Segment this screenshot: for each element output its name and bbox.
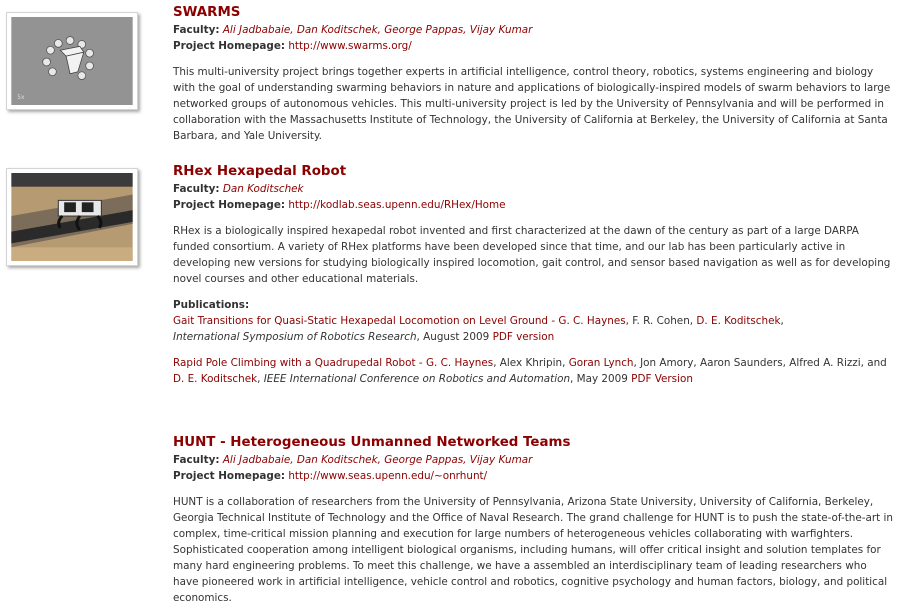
faculty-label: Faculty:: [173, 183, 220, 195]
project-description: HUNT is a collaboration of researchers from the University of Pennsylvania, Arizona State University, University of California, Berkeley, Georgia Technical Institute of Technology and the Office of Naval Research. The grand challenge for HUNT is to push the state-of-the-art in complex, time-critical mission planning and execution for large numbers of heterogeneous vehicles collaborating with warfighters. Sophisticated cooperation among intelligent biological organisms, including humans, will offer critical insight and solution templates for many hard engineering problems. To meet this challenge, we have a assembled an interdisciplinary team of leading researchers who have pioneered work in artificial intelligence, vehicle control and robotics, cognitive psychology and human factors, biology, and political economics.: [173, 496, 894, 604]
author-link[interactable]: G. C. Haynes: [425, 357, 494, 369]
svg-text:5x: 5x: [17, 95, 25, 102]
publication-date: , August 2009: [416, 331, 493, 343]
author-sep: , F. R. Cohen,: [625, 315, 697, 327]
homepage-link[interactable]: http://www.seas.upenn.edu/~onrhunt/: [288, 470, 488, 482]
author-sep: , Jon Amory, Aaron Saunders, Alfred A. Rizzi, and: [633, 357, 887, 369]
faculty-label: Faculty:: [173, 454, 220, 466]
publication-item: [173, 313, 895, 345]
rhex-thumbnail[interactable]: [6, 168, 138, 266]
project-description: RHex is a biologically inspired hexapedal robot invented and first characterized at the dawn of the century as part of a large DARPA funded consortium. A variety of RHex platforms have been developed since that time, and our lab has been particularly active in developing new versions for studying biologically inspired locomotion, gait control, and sensor based navigation as well as for developing novel courses and other educational materials.: [173, 225, 891, 285]
faculty-label: Faculty:: [173, 24, 220, 36]
pdf-link[interactable]: PDF Version: [631, 373, 693, 385]
faculty-line: [173, 181, 895, 197]
publication-title-link[interactable]: Rapid Pole Climbing with a Quadrupedal Robot -: [173, 357, 426, 369]
faculty-line: [173, 22, 895, 38]
homepage-link[interactable]: http://www.swarms.org/: [288, 40, 412, 52]
author-sep: , Alex Khripin,: [493, 357, 569, 369]
swarm-robots-image: [11, 17, 133, 105]
project-title-swarms[interactable]: SWARMS: [173, 5, 241, 20]
homepage-label: Project Homepage:: [173, 40, 286, 52]
publication-item: [173, 355, 895, 387]
publication-date: , May 2009: [570, 373, 632, 385]
homepage-line: [173, 38, 895, 54]
swarms-thumbnail[interactable]: [6, 12, 138, 110]
homepage-label: Project Homepage:: [173, 470, 286, 482]
author-sep: ,: [780, 315, 784, 327]
publication-title-link[interactable]: Gait Transitions for Quasi-Static Hexapedal Locomotion on Level Ground -: [173, 315, 559, 327]
publication-venue: IEEE International Conference on Robotics and Automation: [263, 373, 571, 385]
author-link[interactable]: D. E. Koditschek: [696, 315, 781, 327]
rhex-robot-image: [11, 173, 133, 261]
homepage-line: [173, 468, 895, 484]
author-link[interactable]: D. E. Koditschek: [173, 373, 258, 385]
faculty-names: Ali Jadbabaie, Dan Koditschek, George Pappas, Vijay Kumar: [222, 24, 533, 36]
project-title-hunt[interactable]: HUNT - Heterogeneous Unmanned Networked Teams: [173, 435, 571, 450]
project-title-rhex[interactable]: RHex Hexapedal Robot: [173, 164, 347, 179]
faculty-line: [173, 452, 895, 468]
faculty-names: Ali Jadbabaie, Dan Koditschek, George Pappas, Vijay Kumar: [222, 454, 533, 466]
pdf-link[interactable]: PDF version: [492, 331, 555, 343]
homepage-label: Project Homepage:: [173, 199, 286, 211]
author-link[interactable]: G. C. Haynes: [558, 315, 626, 327]
publications-heading: Publications:: [173, 299, 250, 311]
publication-venue: International Symposium of Robotics Research: [173, 331, 417, 343]
author-link[interactable]: Goran Lynch: [568, 357, 634, 369]
project-description: This multi-university project brings together experts in artificial intelligence, control theory, robotics, systems engineering and biology with the goal of understanding swarming behaviors in nature and applications of biologically-inspired models of swarm behaviors to large networked groups of autonomous vehicles. This multi-university project is led by the University of Pennsylvania and will be performed in collaboration with the Massachusetts Institute of Technology, the University of California at Berkeley, the University of California at Santa Barbara, and Yale University.: [173, 66, 891, 142]
faculty-names: Dan Koditschek: [222, 183, 304, 195]
homepage-line: [173, 197, 895, 213]
homepage-link[interactable]: http://kodlab.seas.upenn.edu/RHex/Home: [288, 199, 506, 211]
author-sep: ,: [257, 373, 264, 385]
